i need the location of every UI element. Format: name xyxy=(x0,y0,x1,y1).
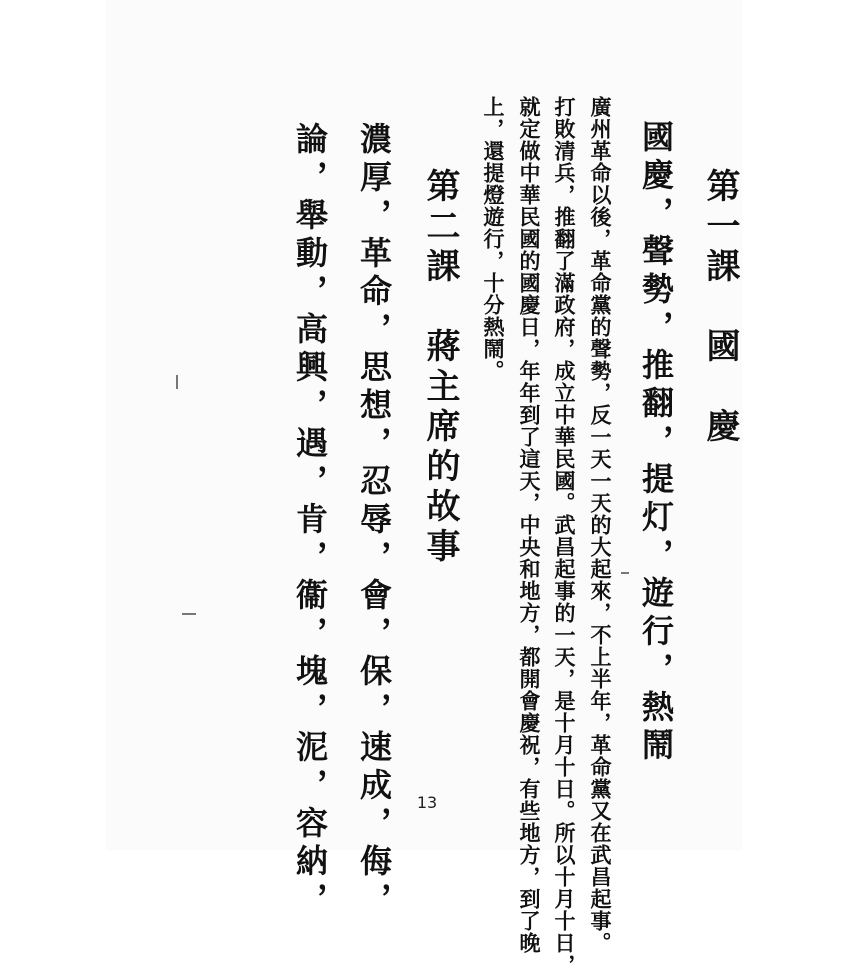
lesson-1-text-col-1: 廣州革命以後，革命黨的聲勢，反一天一天的大起來，不上半年，革命黨又在武昌起事。 xyxy=(588,96,613,954)
lesson-2-title: 第二課 蔣主席的故事 xyxy=(420,168,460,568)
lesson-2-vocab-col-1: 濃厚，革命，思想，忍辱，會，保，速成，侮， xyxy=(355,122,393,920)
page-number: 13 xyxy=(416,793,438,812)
scan-mark xyxy=(176,375,178,389)
book-page xyxy=(106,0,742,976)
lesson-1-text-col-2: 打敗清兵，推翻了滿政府，成立中華民國。武昌起事的一天，是十月十日。所以十月十日， xyxy=(552,96,577,976)
scan-mark xyxy=(621,572,629,574)
lesson-1-text-col-4: 上，還提燈遊行，十分熱鬧。 xyxy=(481,96,506,382)
lesson-1-text-col-3: 就定做中華民國的國慶日，年年到了這天，中央和地方，都開會慶祝，有些地方，到了晚 xyxy=(517,96,542,954)
lesson-2-vocab-col-2: 論，舉動，高興，遇，肯，衞，塊，泥，容納， xyxy=(291,122,329,920)
lesson-1-vocab: 國慶，聲勢，推翻，提灯，遊行，熱鬧 xyxy=(637,120,675,766)
scan-mark xyxy=(182,613,196,615)
lesson-1-title: 第一課 國 慶 xyxy=(700,168,740,448)
